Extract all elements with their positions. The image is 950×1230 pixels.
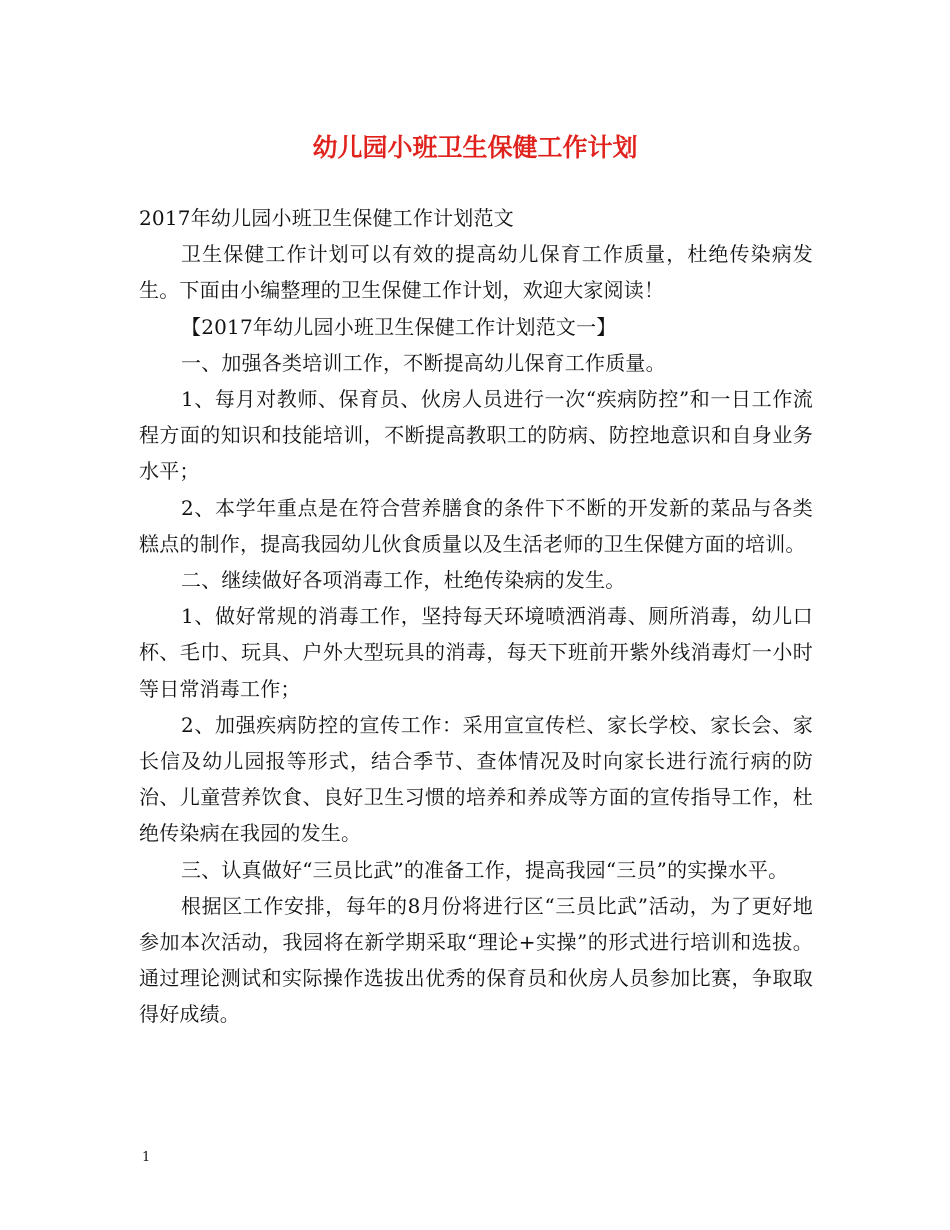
page-number: 1	[142, 1150, 151, 1165]
paragraph-item-3-1: 根据区工作安排，每年的8月份将进行区“三员比武”活动，为了更好地参加本次活动，我园将在新学期采取“理论+实操”的形式进行培训和选拔。通过理论测试和实际操作选拔出优秀的保育员和伙房人员参加比赛，争取取得好成绩。	[139, 893, 813, 1027]
document-body	[139, 200, 813, 1033]
paragraph-heading-1: 一、加强各类培训工作，不断提高幼儿保育工作质量。	[181, 350, 666, 375]
paragraph-heading-3: 三、认真做好“三员比武”的准备工作，提高我园“三员”的实操水平。	[181, 857, 789, 882]
document-title: 幼儿园小班卫生保健工作计划	[312, 133, 638, 162]
paragraph-subtitle: 2017年幼儿园小班卫生保健工作计划范文	[139, 206, 514, 230]
paragraph-item-1-2: 2、本学年重点是在符合营养膳食的条件下不断的开发新的菜品与各类糕点的制作，提高我园幼儿伙食质量以及生活老师的卫生保健方面的培训。	[139, 495, 813, 556]
paragraph-item-2-1: 1、做好常规的消毒工作，坚持每天环境喷洒消毒、厕所消毒，幼儿口杯、毛巾、玩具、户外大型玩具的消毒，每天下班前开紫外线消毒灯一小时等日常消毒工作；	[139, 604, 813, 701]
paragraph-heading-2: 二、继续做好各项消毒工作，杜绝传染病的发生。	[181, 568, 626, 593]
paragraph-item-2-2: 2、加强疾病防控的宣传工作：采用宣宣传栏、家长学校、家长会、家长信及幼儿园报等形式，结合季节、查体情况及时向家长进行流行病的防治、儿童营养饮食、良好卫生习惯的培养和养成等方面的宣传指导工作，杜绝传染病在我园的发生。	[139, 712, 813, 846]
paragraph-section-heading: 【2017年幼儿园小班卫生保健工作计划范文一】	[181, 314, 617, 339]
paragraph-intro: 卫生保健工作计划可以有效的提高幼儿保育工作质量，杜绝传染病发生。下面由小编整理的卫生保健工作计划，欢迎大家阅读！	[139, 242, 813, 303]
paragraph-item-1-1: 1、每月对教师、保育员、伙房人员进行一次“疾病防控”和一日工作流程方面的知识和技能培训，不断提高教职工的防病、防控地意识和自身业务水平；	[139, 387, 813, 484]
